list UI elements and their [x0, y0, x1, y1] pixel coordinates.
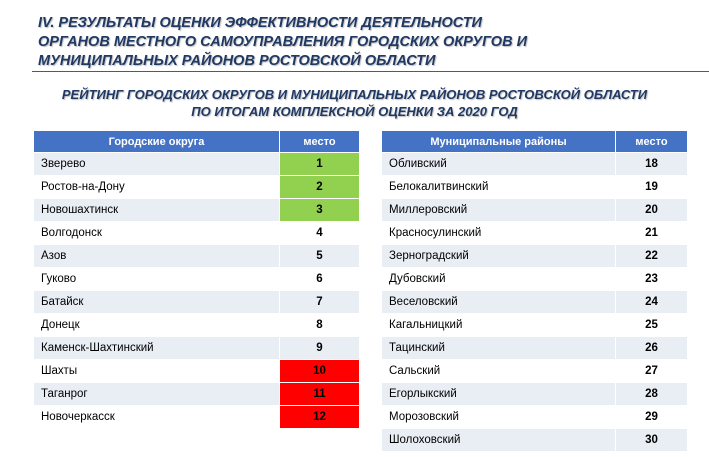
table-row: [34, 314, 360, 337]
row-name: Зверево: [34, 153, 280, 176]
row-rank: 27: [616, 360, 688, 383]
table-row: [382, 291, 688, 314]
row-rank: 28: [616, 383, 688, 406]
row-rank: 20: [616, 199, 688, 222]
row-rank: 22: [616, 245, 688, 268]
row-rank: 4: [280, 222, 360, 245]
row-name: Сальский: [382, 360, 616, 383]
municipal-districts-table: [381, 130, 688, 452]
row-name: Батайск: [34, 291, 280, 314]
rating-title-line: ПО ИТОГАМ КОМПЛЕКСНОЙ ОЦЕНКИ ЗА 2020 ГОД: [191, 104, 518, 119]
table-row: [34, 176, 360, 199]
row-rank: 6: [280, 268, 360, 291]
column-header-city-districts: Городские округа: [34, 131, 280, 153]
row-rank: 30: [616, 429, 688, 452]
row-rank: 18: [616, 153, 688, 176]
slide-header-line: ОРГАНОВ МЕСТНОГО САМОУПРАВЛЕНИЯ ГОРОДСКИХ ОКРУГОВ И: [38, 34, 528, 50]
row-name: Кагальницкий: [382, 314, 616, 337]
table-row: [382, 406, 688, 429]
row-name: Шахты: [34, 360, 280, 383]
row-name: Ростов-на-Дону: [34, 176, 280, 199]
row-name: Белокалитвинский: [382, 176, 616, 199]
slide-header-line: МУНИЦИПАЛЬНЫХ РАЙОНОВ РОСТОВСКОЙ ОБЛАСТИ: [38, 53, 436, 69]
row-rank: 25: [616, 314, 688, 337]
row-rank: 11: [280, 383, 360, 406]
row-rank: 23: [616, 268, 688, 291]
row-name: Гуково: [34, 268, 280, 291]
table-row: [382, 429, 688, 452]
row-name: Волгодонск: [34, 222, 280, 245]
table-row: [34, 360, 360, 383]
row-rank: 5: [280, 245, 360, 268]
table-row: [382, 268, 688, 291]
slide-header-line: IV. РЕЗУЛЬТАТЫ ОЦЕНКИ ЭФФЕКТИВНОСТИ ДЕЯТЕЛЬНОСТИ: [38, 15, 482, 31]
row-rank: 7: [280, 291, 360, 314]
table-row: [34, 268, 360, 291]
table-header-row: [34, 131, 360, 153]
table-row: [34, 406, 360, 429]
table-row: [34, 153, 360, 176]
row-rank: 24: [616, 291, 688, 314]
row-name: Таганрог: [34, 383, 280, 406]
row-name: Донецк: [34, 314, 280, 337]
row-name: Новошахтинск: [34, 199, 280, 222]
slide-header: [38, 14, 558, 71]
column-header-municipal-districts: Муниципальные районы: [382, 131, 616, 153]
row-name: Тацинский: [382, 337, 616, 360]
row-name: Егорлыкский: [382, 383, 616, 406]
row-rank: 12: [280, 406, 360, 429]
row-name: Обливский: [382, 153, 616, 176]
table-row: [34, 199, 360, 222]
table-row: [382, 383, 688, 406]
row-name: Шолоховский: [382, 429, 616, 452]
table-row: [34, 222, 360, 245]
row-rank: 8: [280, 314, 360, 337]
table-row: [382, 153, 688, 176]
row-rank: 21: [616, 222, 688, 245]
column-header-rank: место: [280, 131, 360, 153]
table-row: [382, 199, 688, 222]
row-name: Азов: [34, 245, 280, 268]
rating-title-line: РЕЙТИНГ ГОРОДСКИХ ОКРУГОВ И МУНИЦИПАЛЬНЫХ РАЙОНОВ РОСТОВСКОЙ ОБЛАСТИ: [61, 87, 648, 102]
row-rank: 9: [280, 337, 360, 360]
table-row: [382, 222, 688, 245]
table-row: [34, 383, 360, 406]
row-name: Миллеровский: [382, 199, 616, 222]
row-rank: 29: [616, 406, 688, 429]
row-rank: 19: [616, 176, 688, 199]
row-name: Каменск-Шахтинский: [34, 337, 280, 360]
row-rank: 1: [280, 153, 360, 176]
row-name: Зерноградский: [382, 245, 616, 268]
row-name: Веселовский: [382, 291, 616, 314]
table-row: [34, 337, 360, 360]
table-row: [382, 337, 688, 360]
row-name: Новочеркасск: [34, 406, 280, 429]
row-name: Красносулинский: [382, 222, 616, 245]
row-rank: 10: [280, 360, 360, 383]
table-row: [382, 245, 688, 268]
row-name: Морозовский: [382, 406, 616, 429]
row-name: Дубовский: [382, 268, 616, 291]
rating-title: [0, 86, 709, 120]
city-districts-table: [33, 130, 360, 429]
header-divider: [32, 71, 709, 72]
row-rank: 3: [280, 199, 360, 222]
column-header-rank: место: [616, 131, 688, 153]
table-row: [34, 291, 360, 314]
table-row: [382, 176, 688, 199]
row-rank: 26: [616, 337, 688, 360]
table-row: [382, 360, 688, 383]
row-rank: 2: [280, 176, 360, 199]
table-header-row: [382, 131, 688, 153]
table-row: [382, 314, 688, 337]
table-row: [34, 245, 360, 268]
